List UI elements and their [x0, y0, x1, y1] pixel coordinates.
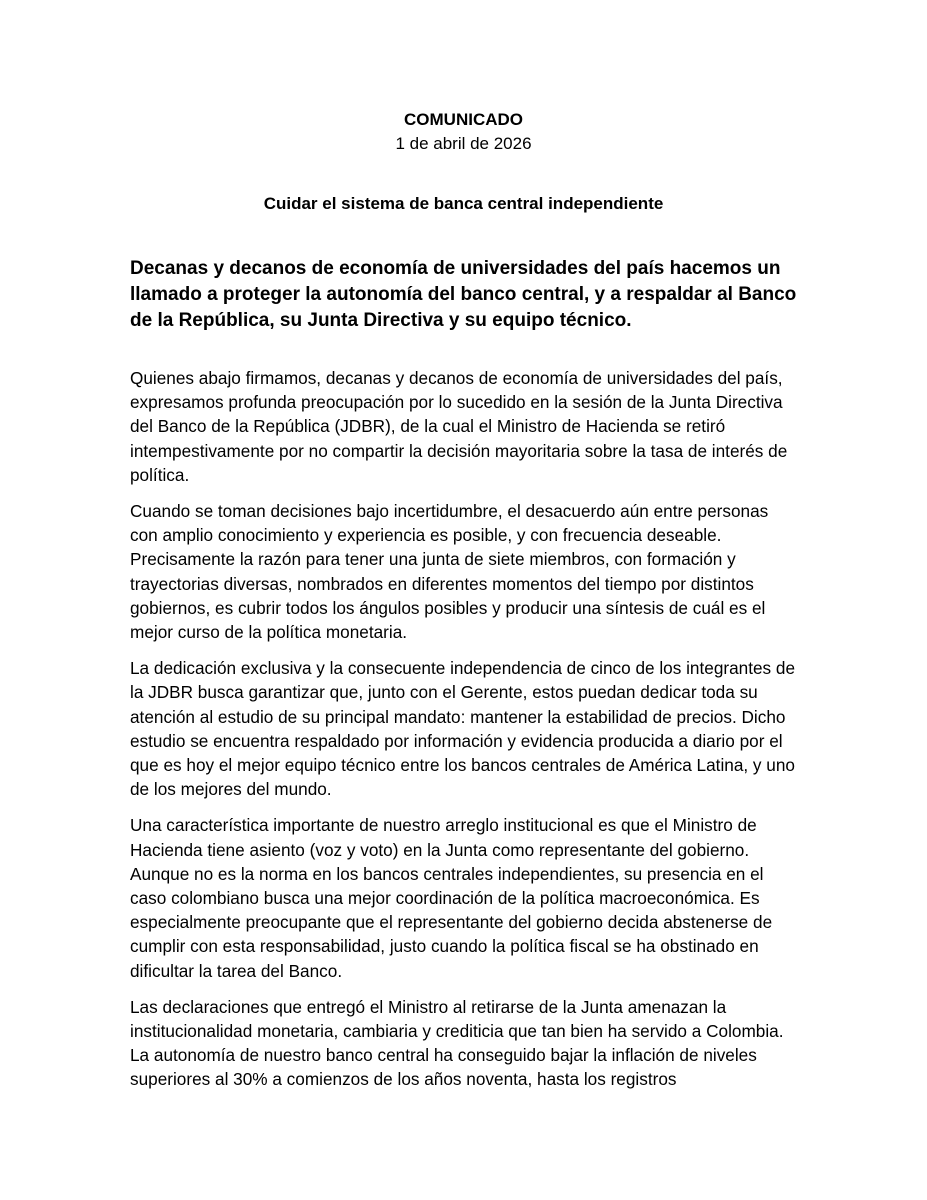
document-date: 1 de abril de 2026 — [395, 134, 532, 153]
body-paragraph: Las declaraciones que entregó el Ministro al retirarse de la Junta amenazan la institucionalidad monetaria, cambiaria y crediticia que tan bien ha servido a Colombia. La autonomía de nuestro banco central ha conseguido bajar la inflación de niveles superiores al 30% a comienzos de los años noventa, hasta los registros — [130, 996, 784, 1090]
lead-statement: Decanas y decanos de economía de universidades del país hacemos un llamado a proteger la autonomía del banco central, y a respaldar al Banco de la República, su Junta Directiva y su equipo técnico. — [130, 258, 797, 331]
body-paragraph: La dedicación exclusiva y la consecuente independencia de cinco de los integrantes de la JDBR busca garantizar que, junto con el Gerente, estos puedan dedicar toda su atención al estudio de su principal mandato: mantener la estabilidad de precios. Dicho estudio se encuentra respaldado por información y evidencia producida a diario por el que es hoy el mejor equipo técnico entre los bancos centrales de América Latina, y uno de los mejores del mundo. — [130, 658, 796, 800]
body-paragraph: Quienes abajo firmamos, decanas y decanos de economía de universidades del país, expresamos profunda preocupación por lo sucedido en la sesión de la Junta Directiva del Banco de la República (JDBR), de la cual el Ministro de Hacienda se retiró intempestivamente por no compartir la decisión mayoritaria sobre la tasa de interés de política. — [130, 368, 788, 485]
document-body — [130, 366, 800, 1104]
body-paragraph: Cuando se toman decisiones bajo incertidumbre, el desacuerdo aún entre personas con amplio conocimiento y experiencia es posible, y con frecuencia deseable. Precisamente la razón para tener una junta de siete miembros, con formación y trayectorias diversas, nombrados en diferentes momentos del tiempo por distintos gobiernos, es cubrir todos los ángulos posibles y producir una síntesis de cuál es el mejor curso de la política monetaria. — [130, 501, 769, 643]
document-type-heading: COMUNICADO — [404, 110, 523, 129]
document-title: Cuidar el sistema de banca central independiente — [263, 194, 664, 213]
body-paragraph: Una característica importante de nuestro arreglo institucional es que el Ministro de Hacienda tiene asiento (voz y voto) en la Junta como representante del gobierno. Aunque no es la norma en los bancos centrales independientes, su presencia en el caso colombiano busca una mejor coordinación de la política macroeconómica. Es especialmente preocupante que el representante del gobierno decida abstenerse de cumplir con esta responsabilidad, justo cuando la política fiscal se ha obstinado en dificultar la tarea del Banco. — [130, 815, 773, 981]
